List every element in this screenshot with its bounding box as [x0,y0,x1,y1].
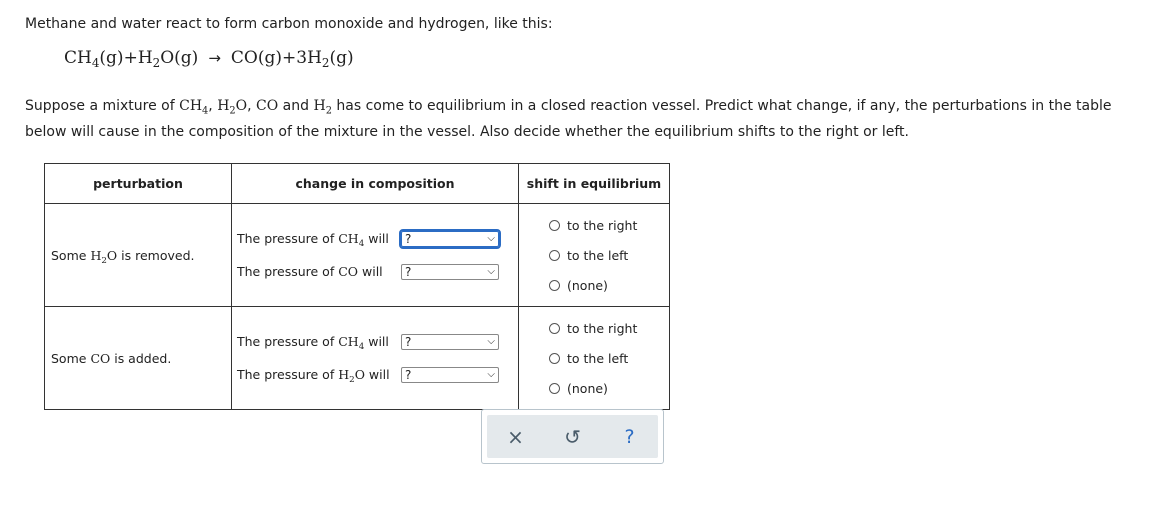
ch4-pressure-select[interactable]: ? ⌵ [401,334,499,350]
shift-cell [519,204,670,307]
radio-none[interactable]: (none) [549,373,669,403]
reaction-equation: $CH_4(g)+H_2O(g) \to CO(g)+3H_2(g)$ [64,48,354,71]
radio-to-the-right[interactable]: to the right [549,313,669,343]
answer-toolbar [481,409,664,464]
radio-circle-icon[interactable] [549,353,560,364]
perturbation-cell: Some CO is added. [45,307,232,410]
change-cell [232,307,519,410]
change-cell [232,204,519,307]
co-pressure-select[interactable]: ? ⌵ [401,264,499,280]
radio-to-the-left[interactable]: to the left [549,343,669,373]
chevron-down-icon: ⌵ [487,336,495,347]
shift-cell [519,307,670,410]
undo-button[interactable] [559,423,587,451]
radio-circle-icon[interactable] [549,323,560,334]
undo-icon: ↺ [564,424,581,449]
change-line: The pressure of $CH_4$ will ? ⌵ [232,325,518,358]
radio-circle-icon[interactable] [549,220,560,231]
ch4-pressure-select[interactable]: ? ⌵ [401,231,499,247]
radio-circle-icon[interactable] [549,383,560,394]
radio-circle-icon[interactable] [549,250,560,261]
help-icon: ? [624,425,635,448]
instructions-paragraph: Suppose a mixture of $CH_4$, $H_2O$, CO and $H_2$ has come to equilibrium in a closed reaction vessel. Predict what change, if any, the perturbations in the table below will cause in the composition of the mixture in the vessel. Also decide whether the equilibrium shifts to the right or left. [25,98,1112,140]
chevron-down-icon: ⌵ [487,266,495,277]
header-change-in-composition: change in composition [232,164,519,204]
radio-circle-icon[interactable] [549,280,560,291]
perturbation-table [44,163,670,410]
perturbation-cell: Some $H_2O$ is removed. [45,204,232,307]
change-line: The pressure of $CH_4$ will ? ⌵ [232,222,518,255]
radio-to-the-right[interactable]: to the right [549,210,669,240]
header-shift-in-equilibrium: shift in equilibrium [519,164,670,204]
help-button[interactable] [616,423,644,451]
reaction-arrow: → [208,49,221,67]
radio-none[interactable]: (none) [549,270,669,300]
intro-text: Methane and water react to form carbon monoxide and hydrogen, like this: [25,16,553,32]
close-icon: × [507,424,524,449]
table-row [45,204,670,307]
h2o-pressure-select[interactable]: ? ⌵ [401,367,499,383]
radio-to-the-left[interactable]: to the left [549,240,669,270]
change-line: The pressure of CO will ? ⌵ [232,255,518,288]
chevron-down-icon: ⌵ [487,369,495,380]
header-perturbation: perturbation [45,164,232,204]
chevron-down-icon: ⌵ [487,233,495,244]
table-row [45,307,670,410]
clear-button[interactable] [502,423,530,451]
change-line: The pressure of $H_2O$ will ? ⌵ [232,358,518,391]
